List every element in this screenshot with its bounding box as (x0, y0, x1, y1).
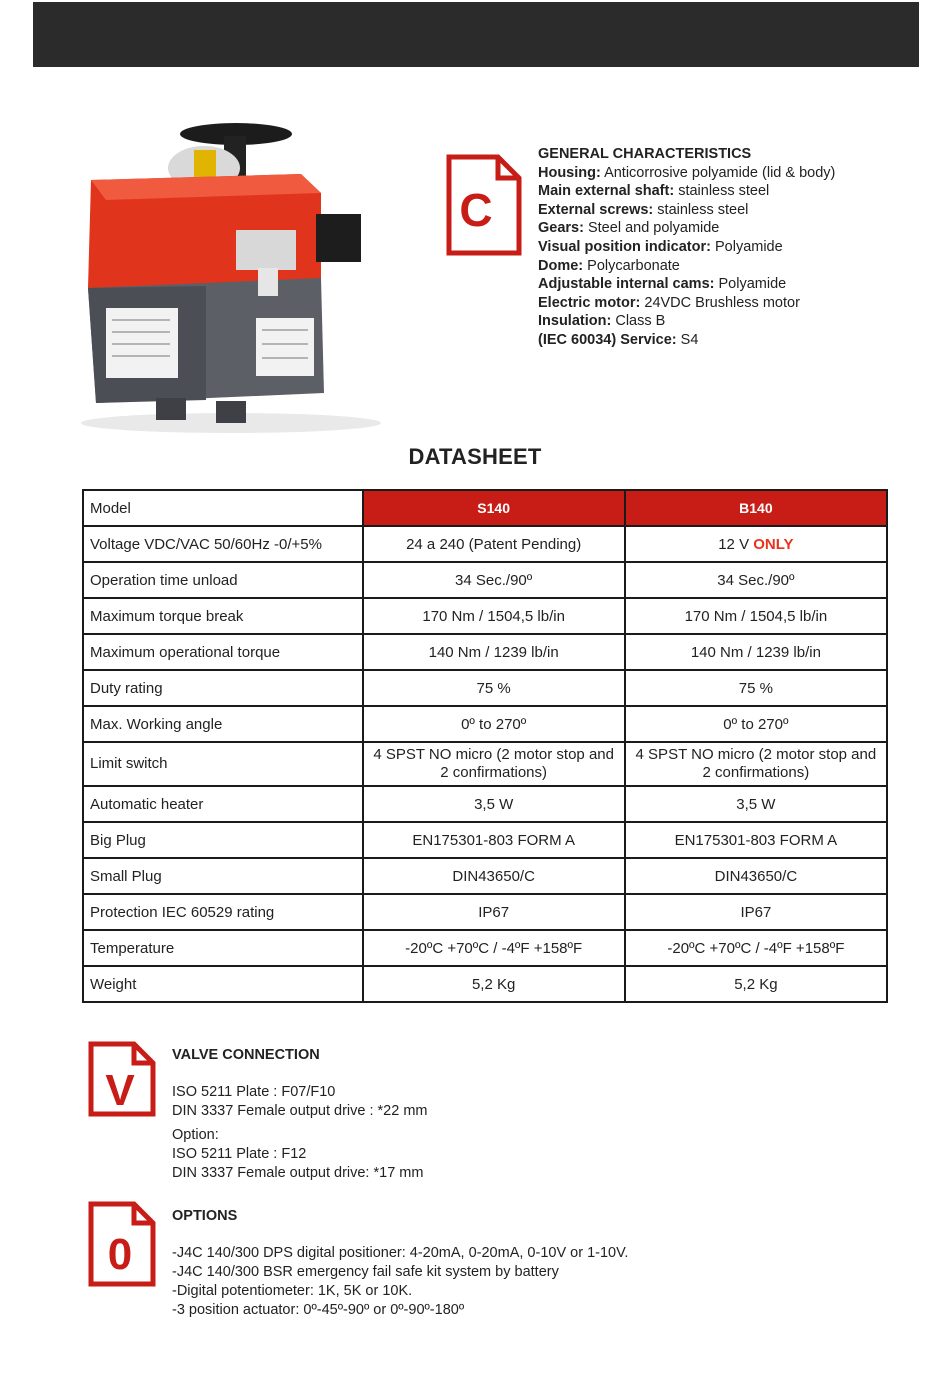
options-icon (88, 1201, 156, 1287)
spec-housing: Housing: Anticorrosive polyamide (lid & body) (538, 164, 836, 181)
row-s140-value: IP67 (363, 894, 625, 930)
table-row (83, 706, 887, 742)
spec-main-shaft: Main external shaft: stainless steel (538, 183, 770, 200)
row-s140-value: 34 Sec./90º (363, 562, 625, 598)
spec-insulation: Insulation: Class B (538, 313, 666, 330)
table-row (83, 598, 887, 634)
spec-cams: Adjustable internal cams: Polyamide (538, 276, 787, 293)
row-s140-value: -20ºC +70ºC / -4ºF +158ºF (363, 930, 625, 966)
actuator-product-image (66, 118, 396, 438)
header-s140: S140 (363, 490, 625, 526)
option-item: -J4C 140/300 BSR emergency fail safe kit system by battery (172, 1264, 559, 1280)
table-row (83, 670, 887, 706)
valve-option-line: Option: (172, 1127, 219, 1143)
row-label: Protection IEC 60529 rating (83, 894, 363, 930)
row-label: Max. Working angle (83, 706, 363, 742)
table-row (83, 562, 887, 598)
row-b140-value: IP67 (625, 894, 887, 930)
option-item: -Digital potentiometer: 1K, 5K or 10K. (172, 1283, 413, 1299)
general-characteristics-title: GENERAL CHARACTERISTICS (538, 146, 752, 162)
valve-line: DIN 3337 Female output drive : *22 mm (172, 1103, 428, 1119)
row-label: Temperature (83, 930, 363, 966)
row-s140-value: 5,2 Kg (363, 966, 625, 1002)
table-row (83, 742, 887, 786)
row-label: Automatic heater (83, 786, 363, 822)
valve-connection-title: VALVE CONNECTION (172, 1047, 320, 1063)
valve-line: ISO 5211 Plate : F07/F10 (172, 1084, 336, 1100)
valve-connection-details (172, 1083, 427, 1121)
spec-external-screws: External screws: stainless steel (538, 201, 749, 218)
row-s140-value: 170 Nm / 1504,5 lb/in (363, 598, 625, 634)
row-b140-value: 75 % (625, 670, 887, 706)
svg-text:V: V (105, 1066, 135, 1115)
row-s140-value: 75 % (363, 670, 625, 706)
table-row (83, 634, 887, 670)
row-b140-value: 3,5 W (625, 786, 887, 822)
spec-gears: Gears: Steel and polyamide (538, 220, 720, 237)
row-b140-value: 4 SPST NO micro (2 motor stop and 2 confirmations) (625, 742, 887, 786)
valve-connection-icon (88, 1041, 156, 1117)
row-label: Duty rating (83, 670, 363, 706)
row-s140-value: 3,5 W (363, 786, 625, 822)
spec-visual-indicator: Visual position indicator: Polyamide (538, 238, 783, 255)
valve-option-line: DIN 3337 Female output drive: *17 mm (172, 1165, 424, 1181)
row-label: Big Plug (83, 822, 363, 858)
header-bar (33, 2, 919, 67)
row-b140-value: -20ºC +70ºC / -4ºF +158ºF (625, 930, 887, 966)
row-s140-value: 4 SPST NO micro (2 motor stop and 2 confirmations) (363, 742, 625, 786)
table-row (83, 966, 887, 1002)
spec-service: (IEC 60034) Service: S4 (538, 331, 699, 348)
row-label: Voltage VDC/VAC 50/60Hz -0/+5% (83, 526, 363, 562)
svg-text:0: 0 (107, 1230, 133, 1279)
only-badge: ONLY (753, 535, 794, 553)
row-s140-value: 24 a 240 (Patent Pending) (363, 526, 625, 562)
row-s140-value: DIN43650/C (363, 858, 625, 894)
row-b140-value: 140 Nm / 1239 lb/in (625, 634, 887, 670)
row-s140-value: 140 Nm / 1239 lb/in (363, 634, 625, 670)
row-b140-value: 12 V ONLY (625, 526, 887, 562)
options-title: OPTIONS (172, 1208, 238, 1224)
spec-motor: Electric motor: 24VDC Brushless motor (538, 294, 800, 311)
table-row (83, 930, 887, 966)
datasheet-title: DATASHEET (408, 444, 542, 469)
table-row (83, 858, 887, 894)
header-label: Model (83, 490, 363, 526)
row-label: Maximum operational torque (83, 634, 363, 670)
general-characteristics (538, 145, 918, 350)
datasheet-table (82, 489, 888, 1003)
row-label: Maximum torque break (83, 598, 363, 634)
options-list (172, 1244, 628, 1320)
table-row (83, 894, 887, 930)
option-item: -J4C 140/300 DPS digital positioner: 4-20mA, 0-20mA, 0-10V or 1-10V. (172, 1245, 629, 1261)
table-row (83, 526, 887, 562)
row-b140-value: 5,2 Kg (625, 966, 887, 1002)
row-b140-value: 34 Sec./90º (625, 562, 887, 598)
header-b140: B140 (625, 490, 887, 526)
general-characteristics-icon (446, 154, 522, 256)
svg-text:C: C (459, 184, 493, 236)
option-item: -3 position actuator: 0º-45º-90º or 0º-90º-180º (172, 1302, 465, 1318)
table-header-row (83, 490, 887, 526)
row-label: Limit switch (83, 742, 363, 786)
row-b140-value: EN175301-803 FORM A (625, 822, 887, 858)
row-label: Weight (83, 966, 363, 1002)
row-label: Operation time unload (83, 562, 363, 598)
valve-option-line: ISO 5211 Plate : F12 (172, 1146, 307, 1162)
row-b140-value: 0º to 270º (625, 706, 887, 742)
row-label: Small Plug (83, 858, 363, 894)
table-row (83, 786, 887, 822)
table-row (83, 822, 887, 858)
valve-option-details (172, 1126, 423, 1183)
row-s140-value: EN175301-803 FORM A (363, 822, 625, 858)
row-b140-value: DIN43650/C (625, 858, 887, 894)
row-s140-value: 0º to 270º (363, 706, 625, 742)
spec-dome: Dome: Polycarbonate (538, 257, 680, 274)
row-b140-value: 170 Nm / 1504,5 lb/in (625, 598, 887, 634)
